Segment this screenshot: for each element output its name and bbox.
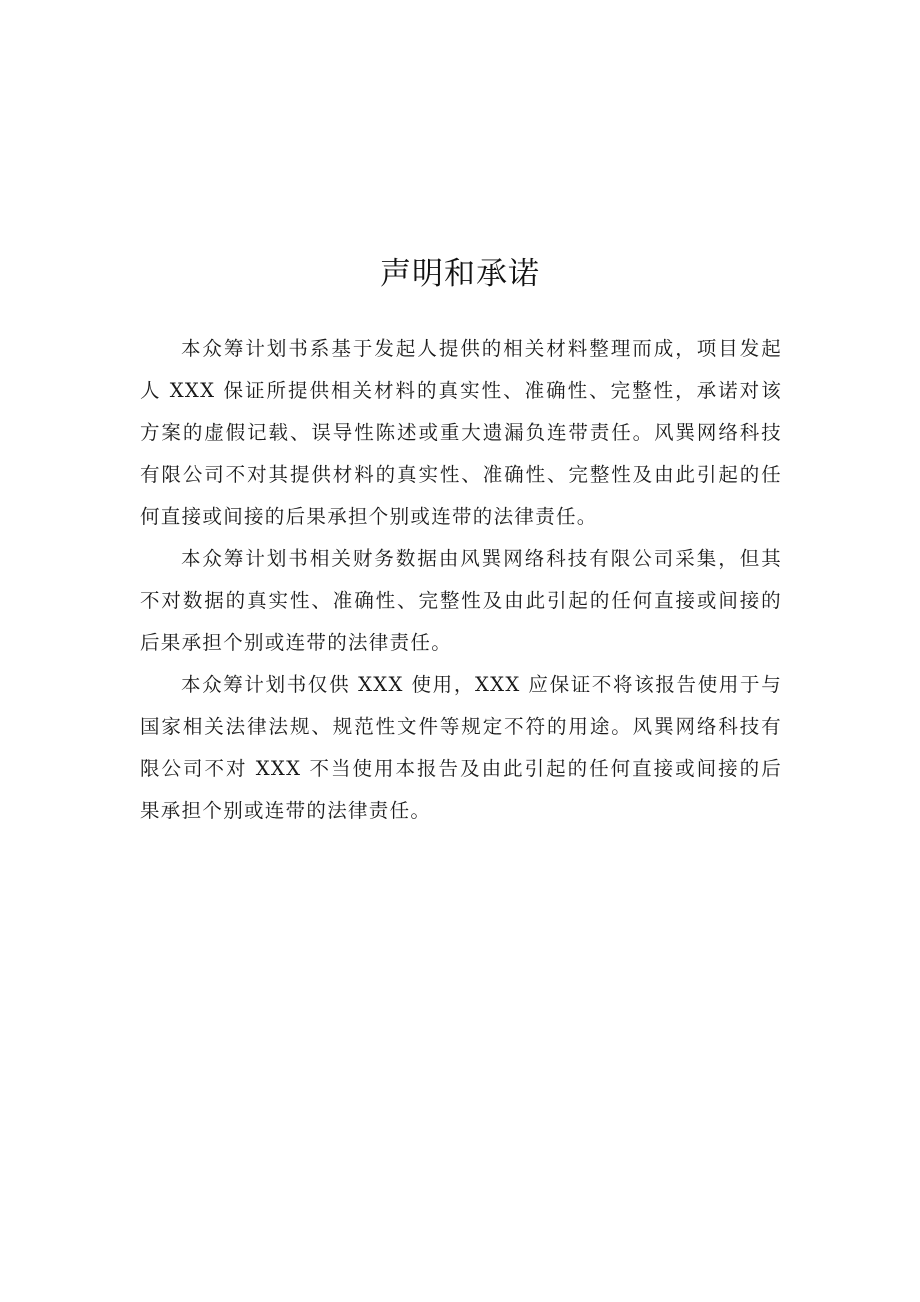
page-title: 声明和承诺 (380, 256, 540, 292)
document-body (140, 328, 782, 832)
paragraph-3: 本众筹计划书仅供 XXX 使用，XXX 应保证不将该报告使用于与国家相关法律法规、规范性文件等规定不符的用途。风巽网络科技有限公司不对 XXX 不当使用本报告及由此引起的任何直接或间接的后果承担个别或连带的法律责任。 (140, 673, 782, 822)
paragraph-1: 本众筹计划书系基于发起人提供的相关材料整理而成，项目发起人 XXX 保证所提供相关材料的真实性、准确性、完整性，承诺对该方案的虚假记载、误导性陈述或重大遗漏负连带责任。风巽网络科技有限公司不对其提供材料的真实性、准确性、完整性及由此引起的任何直接或间接的后果承担个别或连带的法律责任。 (140, 337, 782, 528)
paragraph-2: 本众筹计划书相关财务数据由风巽网络科技有限公司采集，但其不对数据的真实性、准确性、完整性及由此引起的任何直接或间接的后果承担个别或连带的法律责任。 (140, 547, 782, 654)
